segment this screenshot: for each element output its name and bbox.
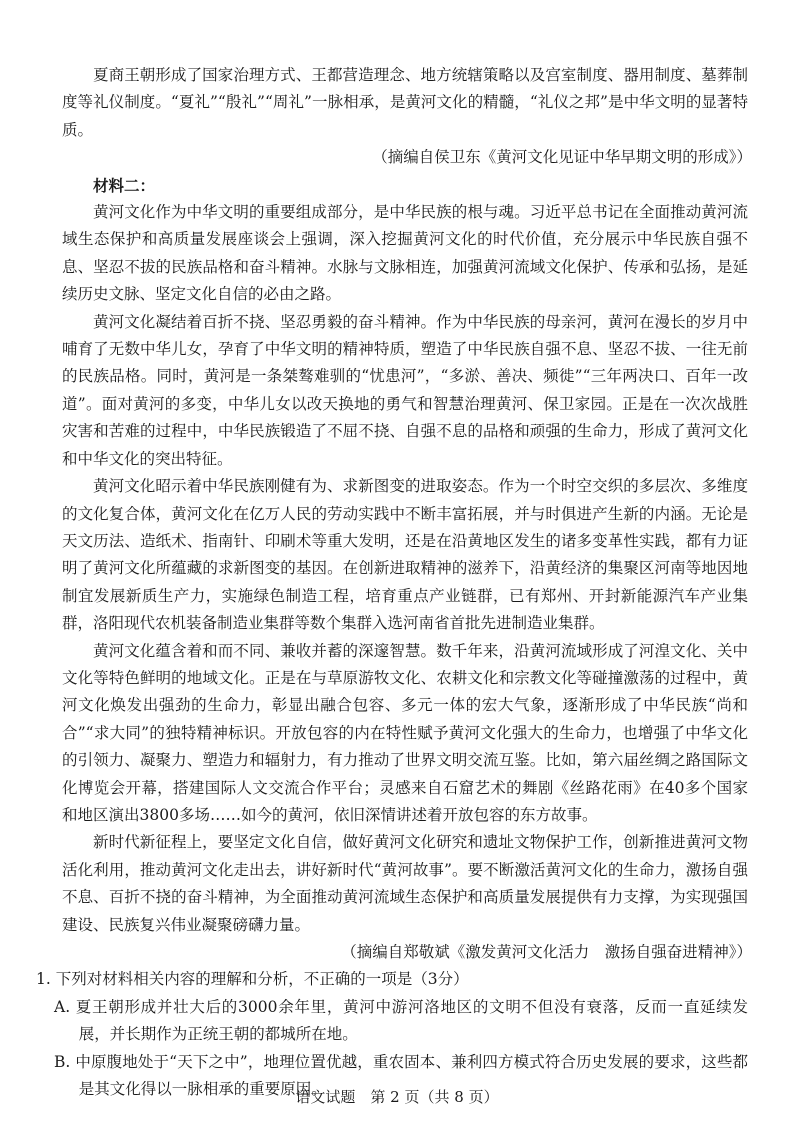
source-citation-1: （摘编自侯卫东《黄河文化见证中华早期文明的形成》） [372,148,752,167]
material-2-label: 材料二： [93,175,156,195]
paragraph-1: 黄河文化作为中华文明的重要组成部分，是中华民族的根与魂。习近平总书记在全面推动黄河流域生态保护和高质量发展座谈会上强调，深入挖掘黄河文化的时代价值，充分展示中华民族自强不息、坚忍不拔的民族品格和奋斗精神。水脉与文脉相连，加强黄河流域文化保护、传承和弘扬，是延续历史文脉、坚定文化自信的必由之路。 [62,203,748,304]
question-1-stem: 1. 下列对材料相关内容的理解和分析，不正确的一项是（3分） [36,970,469,989]
paragraph-5: 新时代新征程上，要坚定文化自信，做好黄河文化研究和遗址文物保护工作，创新推进黄河文物活化利用，推动黄河文化走出去，讲好新时代“黄河故事”。要不断激活黄河文化的生命力，激扬自强不息、百折不挠的奋斗精神，为全面推动黄河流域生态保护和高质量发展提供有力支撑，为实现强国建设、民族复兴伟业凝聚磅礴力量。 [62,833,748,934]
question-1-option-b: B. 中原腹地处于“天下之中”，地理位置优越，重农固本、兼利四方模式符合历史发展的要求，这些都是其文化得以一脉相承的重要原因。 [54,1052,748,1099]
paragraph-3: 黄河文化昭示着中华民族刚健有为、求新图变的进取姿态。作为一个时空交织的多层次、多维度的文化复合体，黄河文化在亿万人民的劳动实践中不断丰富拓展，并与时俱进产生新的内涵。无论是天文历法、造纸术、指南针、印刷术等重大发明，还是在沿黄地区发生的诸多变革性实践，都有力证明了黄河文化所蕴藏的求新图变的基因。在创新进取精神的滋养下，沿黄经济的集聚区河南等地因地制宜发展新质生产力，实施绿色制造工程，培育重点产业链群，已有郑州、开封新能源汽车产业集群，洛阳现代农机装备制造业集群等数个集群入选河南省首批先进制造业集群。 [62,477,748,633]
page-footer: 语文试题 第 2 页（共 8 页） [295,1088,499,1106]
source-citation-2: （摘编自郑敬斌《激发黄河文化活力 激扬自强奋进精神》） [341,943,752,961]
paragraph-2: 黄河文化凝结着百折不挠、坚忍勇毅的奋斗精神。作为中华民族的母亲河，黄河在漫长的岁月中哺育了无数中华儿女，孕育了中华文明的精神特质，塑造了中华民族自强不息、坚忍不拔、一往无前的民族品格。同时，黄河是一条桀骜难驯的“忧患河”，“多淤、善决、频徙”“三年两决口、百年一改道”。面对黄河的多变，中华儿女以改天换地的勇气和智慧治理黄河、保卫家园。正是在一次次战胜灾害和苦难的过程中，中华民族锻造了不屈不挠、自强不息的品格和顽强的生命力，形成了黄河文化和中华文化的突出特征。 [62,312,748,468]
paragraph-intro: 夏商王朝形成了国家治理方式、王都营造理念、地方统辖策略以及宫室制度、器用制度、墓葬制度等礼仪制度。“夏礼”“殷礼”“周礼”一脉相承，是黄河文化的精髓，“礼仪之邦”是中华文明的显著特质。 [62,66,748,139]
question-1-option-a: A. 夏王朝形成并壮大后的3000余年里，黄河中游河洛地区的文明不但没有衰落，反而一直延续发展，并长期作为正统王朝的都城所在地。 [54,997,748,1044]
paragraph-4: 黄河文化蕴含着和而不同、兼收并蓄的深邃智慧。数千年来，沿黄河流域形成了河湟文化、关中文化等特色鲜明的地域文化。正是在与草原游牧文化、农耕文化和宗教文化等碰撞激荡的过程中，黄河文化焕发出强劲的生命力，彰显出融合包容、多元一体的宏大气象，逐渐形成了中华民族“尚和合”“求大同”的独特精神标识。开放包容的内在特性赋予黄河文化强大的生命力，也增强了中华文化的引领力、凝聚力、塑造力和辐射力，有力推动了世界文明交流互鉴。比如，第六届丝绸之路国际文化博览会开幕，搭建国际人文交流合作平台；灵感来自石窟艺术的舞剧《丝路花雨》在40多个国家和地区演出3800多场……如今的黄河，依旧深情讲述着开放包容的东方故事。 [62,641,748,824]
